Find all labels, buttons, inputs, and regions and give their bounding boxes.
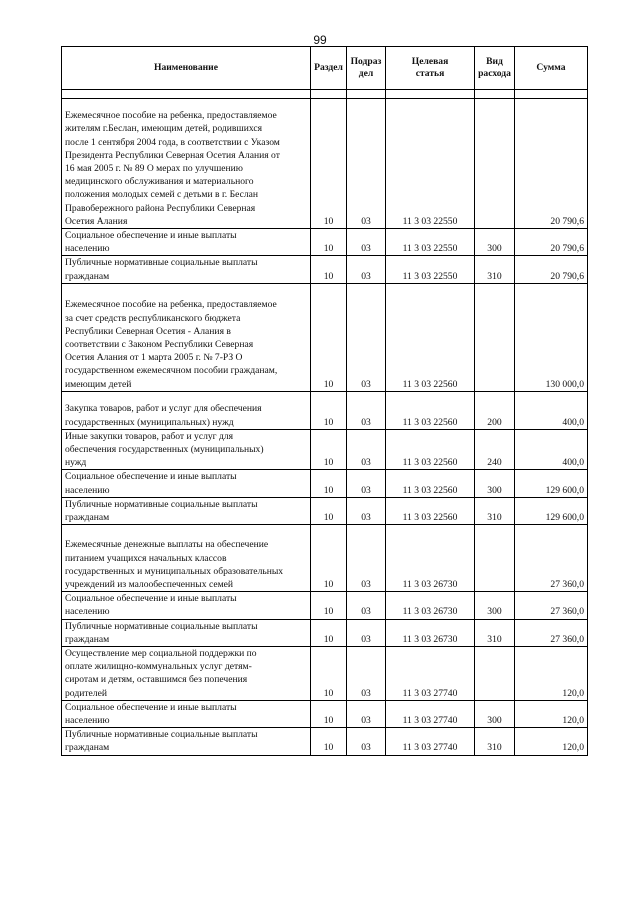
row-target: 11 3 03 22560 bbox=[386, 497, 475, 524]
row-section: 10 bbox=[311, 429, 347, 470]
row-name: Ежемесячное пособие на ребенка, предоставляемое жителям г.Беслан, имеющим детей, родившихся после 1 сентября 2004 года, в соответствии с Указом Президента Республики Северная Осетия Алания от 16 мая 2005 г. № 89 О мерах по улучшению медицинского обслуживания и материального положения молодых семей с детьми в г. Беслан Правобережного района Республики Северная Осетия Алания bbox=[62, 99, 311, 229]
row-name: Социальное обеспечение и иные выплаты населению bbox=[62, 700, 311, 727]
row-amount: 27 360,0 bbox=[515, 525, 588, 592]
row-section: 10 bbox=[311, 229, 347, 256]
row-name: Социальное обеспечение и иные выплаты населению bbox=[62, 229, 311, 256]
table-row bbox=[62, 497, 588, 524]
table-row bbox=[62, 429, 588, 470]
row-subsection: 03 bbox=[347, 700, 386, 727]
row-expense-type: 240 bbox=[475, 429, 515, 470]
row-target: 11 3 03 22560 bbox=[386, 429, 475, 470]
row-target: 11 3 03 22560 bbox=[386, 283, 475, 391]
row-target: 11 3 03 27740 bbox=[386, 647, 475, 701]
row-expense-type: 300 bbox=[475, 229, 515, 256]
row-expense-type: 300 bbox=[475, 700, 515, 727]
row-section: 10 bbox=[311, 647, 347, 701]
row-amount: 400,0 bbox=[515, 429, 588, 470]
header-subsection: Подраз дел bbox=[347, 47, 386, 90]
table-header-row bbox=[62, 47, 588, 90]
row-target: 11 3 03 27740 bbox=[386, 728, 475, 755]
row-target: 11 3 03 22560 bbox=[386, 470, 475, 497]
header-expense-type: Вид расхода bbox=[475, 47, 515, 90]
row-section: 10 bbox=[311, 99, 347, 229]
row-target: 11 3 03 22560 bbox=[386, 391, 475, 429]
row-amount: 120,0 bbox=[515, 728, 588, 755]
row-subsection: 03 bbox=[347, 619, 386, 646]
header-section: Раздел bbox=[311, 47, 347, 90]
row-section: 10 bbox=[311, 470, 347, 497]
spacer-row bbox=[62, 90, 588, 99]
row-target: 11 3 03 26730 bbox=[386, 525, 475, 592]
table-row bbox=[62, 470, 588, 497]
row-section: 10 bbox=[311, 700, 347, 727]
row-name: Публичные нормативные социальные выплаты гражданам bbox=[62, 728, 311, 755]
row-expense-type bbox=[475, 647, 515, 701]
row-amount: 400,0 bbox=[515, 391, 588, 429]
table-row bbox=[62, 99, 588, 229]
row-expense-type bbox=[475, 525, 515, 592]
row-amount: 20 790,6 bbox=[515, 99, 588, 229]
table-row bbox=[62, 229, 588, 256]
row-subsection: 03 bbox=[347, 470, 386, 497]
row-subsection: 03 bbox=[347, 525, 386, 592]
row-name: Публичные нормативные социальные выплаты гражданам bbox=[62, 497, 311, 524]
row-target: 11 3 03 22550 bbox=[386, 229, 475, 256]
row-amount: 20 790,6 bbox=[515, 229, 588, 256]
row-section: 10 bbox=[311, 619, 347, 646]
row-expense-type bbox=[475, 283, 515, 391]
budget-table bbox=[61, 46, 588, 756]
row-expense-type bbox=[475, 99, 515, 229]
row-target: 11 3 03 22550 bbox=[386, 256, 475, 283]
row-subsection: 03 bbox=[347, 728, 386, 755]
row-subsection: 03 bbox=[347, 229, 386, 256]
row-section: 10 bbox=[311, 256, 347, 283]
row-subsection: 03 bbox=[347, 256, 386, 283]
row-amount: 27 360,0 bbox=[515, 619, 588, 646]
row-expense-type: 300 bbox=[475, 470, 515, 497]
row-amount: 129 600,0 bbox=[515, 497, 588, 524]
row-name: Публичные нормативные социальные выплаты гражданам bbox=[62, 619, 311, 646]
page-number: 99 bbox=[313, 33, 327, 47]
row-section: 10 bbox=[311, 391, 347, 429]
row-expense-type: 310 bbox=[475, 619, 515, 646]
table-row bbox=[62, 592, 588, 619]
row-subsection: 03 bbox=[347, 497, 386, 524]
row-target: 11 3 03 26730 bbox=[386, 592, 475, 619]
row-expense-type: 310 bbox=[475, 497, 515, 524]
row-name: Закупка товаров, работ и услуг для обеспечения государственных (муниципальных) нужд bbox=[62, 391, 311, 429]
table-row bbox=[62, 525, 588, 592]
row-section: 10 bbox=[311, 497, 347, 524]
row-section: 10 bbox=[311, 283, 347, 391]
row-section: 10 bbox=[311, 592, 347, 619]
table-row bbox=[62, 728, 588, 755]
table-row bbox=[62, 391, 588, 429]
row-target: 11 3 03 27740 bbox=[386, 700, 475, 727]
row-subsection: 03 bbox=[347, 99, 386, 229]
row-name: Иные закупки товаров, работ и услуг для обеспечения государственных (муниципальных) нужд bbox=[62, 429, 311, 470]
table-row bbox=[62, 283, 588, 391]
table-row bbox=[62, 619, 588, 646]
row-name: Публичные нормативные социальные выплаты гражданам bbox=[62, 256, 311, 283]
row-amount: 120,0 bbox=[515, 700, 588, 727]
row-subsection: 03 bbox=[347, 647, 386, 701]
row-amount: 27 360,0 bbox=[515, 592, 588, 619]
row-name: Ежемесячные денежные выплаты на обеспечение питанием учащихся начальных классов государственных и муниципальных образовательных учреждений из малообеспеченных семей bbox=[62, 525, 311, 592]
row-name: Социальное обеспечение и иные выплаты населению bbox=[62, 470, 311, 497]
row-expense-type: 310 bbox=[475, 256, 515, 283]
row-target: 11 3 03 22550 bbox=[386, 99, 475, 229]
row-amount: 130 000,0 bbox=[515, 283, 588, 391]
row-name: Осуществление мер социальной поддержки по оплате жилищно-коммунальных услуг детям- сиротам и детям, оставшимся без попечения родителей bbox=[62, 647, 311, 701]
header-name: Наименование bbox=[62, 47, 311, 90]
row-subsection: 03 bbox=[347, 391, 386, 429]
table-row bbox=[62, 647, 588, 701]
row-amount: 120,0 bbox=[515, 647, 588, 701]
header-amount: Сумма bbox=[515, 47, 588, 90]
row-expense-type: 300 bbox=[475, 592, 515, 619]
row-name: Ежемесячное пособие на ребенка, предоставляемое за счет средств республиканского бюджета Республики Северная Осетия - Алания в соответствии с Законом Республики Северная Осетия Алания от 1 марта 2005 г. № 7-РЗ О государственном ежемесячном пособии гражданам, имеющим детей bbox=[62, 283, 311, 391]
row-section: 10 bbox=[311, 525, 347, 592]
table-row bbox=[62, 700, 588, 727]
table-row bbox=[62, 256, 588, 283]
row-subsection: 03 bbox=[347, 592, 386, 619]
row-amount: 20 790,6 bbox=[515, 256, 588, 283]
row-subsection: 03 bbox=[347, 429, 386, 470]
row-amount: 129 600,0 bbox=[515, 470, 588, 497]
row-target: 11 3 03 26730 bbox=[386, 619, 475, 646]
row-expense-type: 200 bbox=[475, 391, 515, 429]
row-name: Социальное обеспечение и иные выплаты населению bbox=[62, 592, 311, 619]
row-expense-type: 310 bbox=[475, 728, 515, 755]
row-section: 10 bbox=[311, 728, 347, 755]
header-target: Целевая статья bbox=[386, 47, 475, 90]
row-subsection: 03 bbox=[347, 283, 386, 391]
